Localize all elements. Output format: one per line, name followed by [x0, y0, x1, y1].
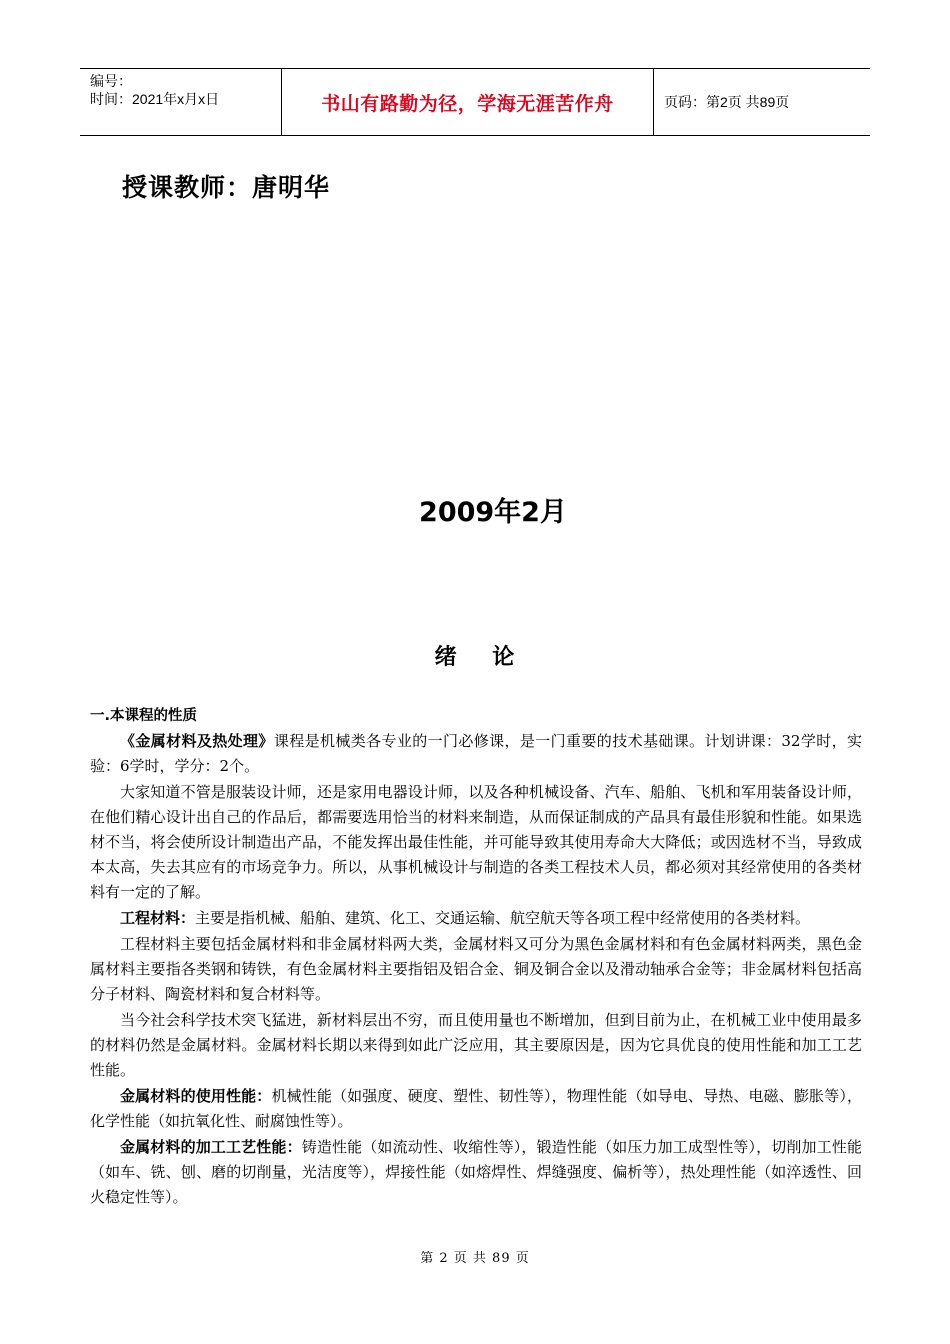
term-process-properties: 金属材料的加工工艺性能：	[120, 1138, 302, 1156]
body-content	[90, 704, 862, 1210]
paragraph-text: 主要是指机械、船舶、建筑、化工、交通运输、航空航天等各项工程中经常使用的各类材料。	[195, 909, 811, 927]
teacher-name: 授课教师：唐明华	[122, 173, 331, 202]
paragraph-material-classes: 工程材料主要包括金属材料和非金属材料两大类，金属材料又可分为黑色金属材料和有色金属材料两类，黑色金属材料主要指各类钢和铸铁，有色金属材料主要指铝及铝合金、铜及铜合金以及滑动轴承合金等；非金属材料包括高分子材料、陶瓷材料和复合材料等。	[90, 935, 862, 1003]
course-title: 《金属材料及热处理》	[120, 732, 274, 750]
chapter-title: 绪 论	[434, 645, 516, 670]
term-engineering-materials: 工程材料：	[120, 909, 196, 927]
page-header	[80, 68, 870, 136]
paragraph-engineering-materials	[90, 906, 862, 931]
header-page-number: 页码：第2页 共89页	[664, 94, 790, 110]
paragraph-text: 课程是机械类各专业的一门必修课，是一门重要的技术基础课。计划讲课：32学时，实验：6学时，学分：2个。	[90, 732, 862, 775]
paragraph-text: 铸造性能（如流动性、收缩性等），锻造性能（如压力加工成型性等），切削加工性能（如车、铣、刨、磨的切削量，光洁度等），焊接性能（如熔焊性、焊缝强度、偏析等），热处理性能（如淬透性、回火稳定性等）。	[90, 1138, 862, 1206]
paragraph-text: 机械性能（如强度、硬度、塑性、韧性等），物理性能（如导电、导热、电磁、膨胀等），化学性能（如抗氧化性、耐腐蚀性等）。	[90, 1087, 862, 1130]
header-motto: 书山有路勤为径，学海无涯苦作舟	[282, 69, 654, 135]
paragraph-process-properties	[90, 1135, 862, 1210]
paragraph-metal-usage: 当今社会科学技术突飞猛进，新材料层出不穷，而且使用量也不断增加，但到目前为止，在机械工业中使用最多的材料仍然是金属材料。金属材料长期以来得到如此广泛应用，其主要原因是，因为它具优良的使用性能和加工工艺性能。	[90, 1011, 862, 1079]
term-service-properties: 金属材料的使用性能：	[120, 1087, 272, 1105]
paragraph-service-properties	[90, 1084, 862, 1134]
paragraph-material-selection: 大家知道不管是服装设计师，还是家用电器设计师，以及各种机械设备、汽车、船舶、飞机和军用装备设计师，在他们精心设计出自己的作品后，都需要选用恰当的材料来制造，从而保证制成的产品具有最佳形貌和性能。如果选材不当，将会使所设计制造出产品，不能发挥出最佳性能，并可能导致其使用寿命大大降低；或因选材不当，导致成本太高，失去其应有的市场竞争力。所以，从事机械设计与制造的各类工程技术人员，都必须对其经常使用的各类材料有一定的了解。	[90, 783, 862, 901]
page-footer: 第 2 页 共 89 页	[420, 1251, 530, 1266]
document-code-label: 编号：	[90, 73, 132, 89]
document-time-label: 时间：2021年x月x日	[90, 91, 220, 107]
section-heading: 一.本课程的性质	[90, 708, 198, 724]
course-date: 2009年2月	[419, 497, 567, 528]
paragraph-course-nature	[90, 729, 862, 779]
header-meta-cell	[80, 69, 282, 135]
